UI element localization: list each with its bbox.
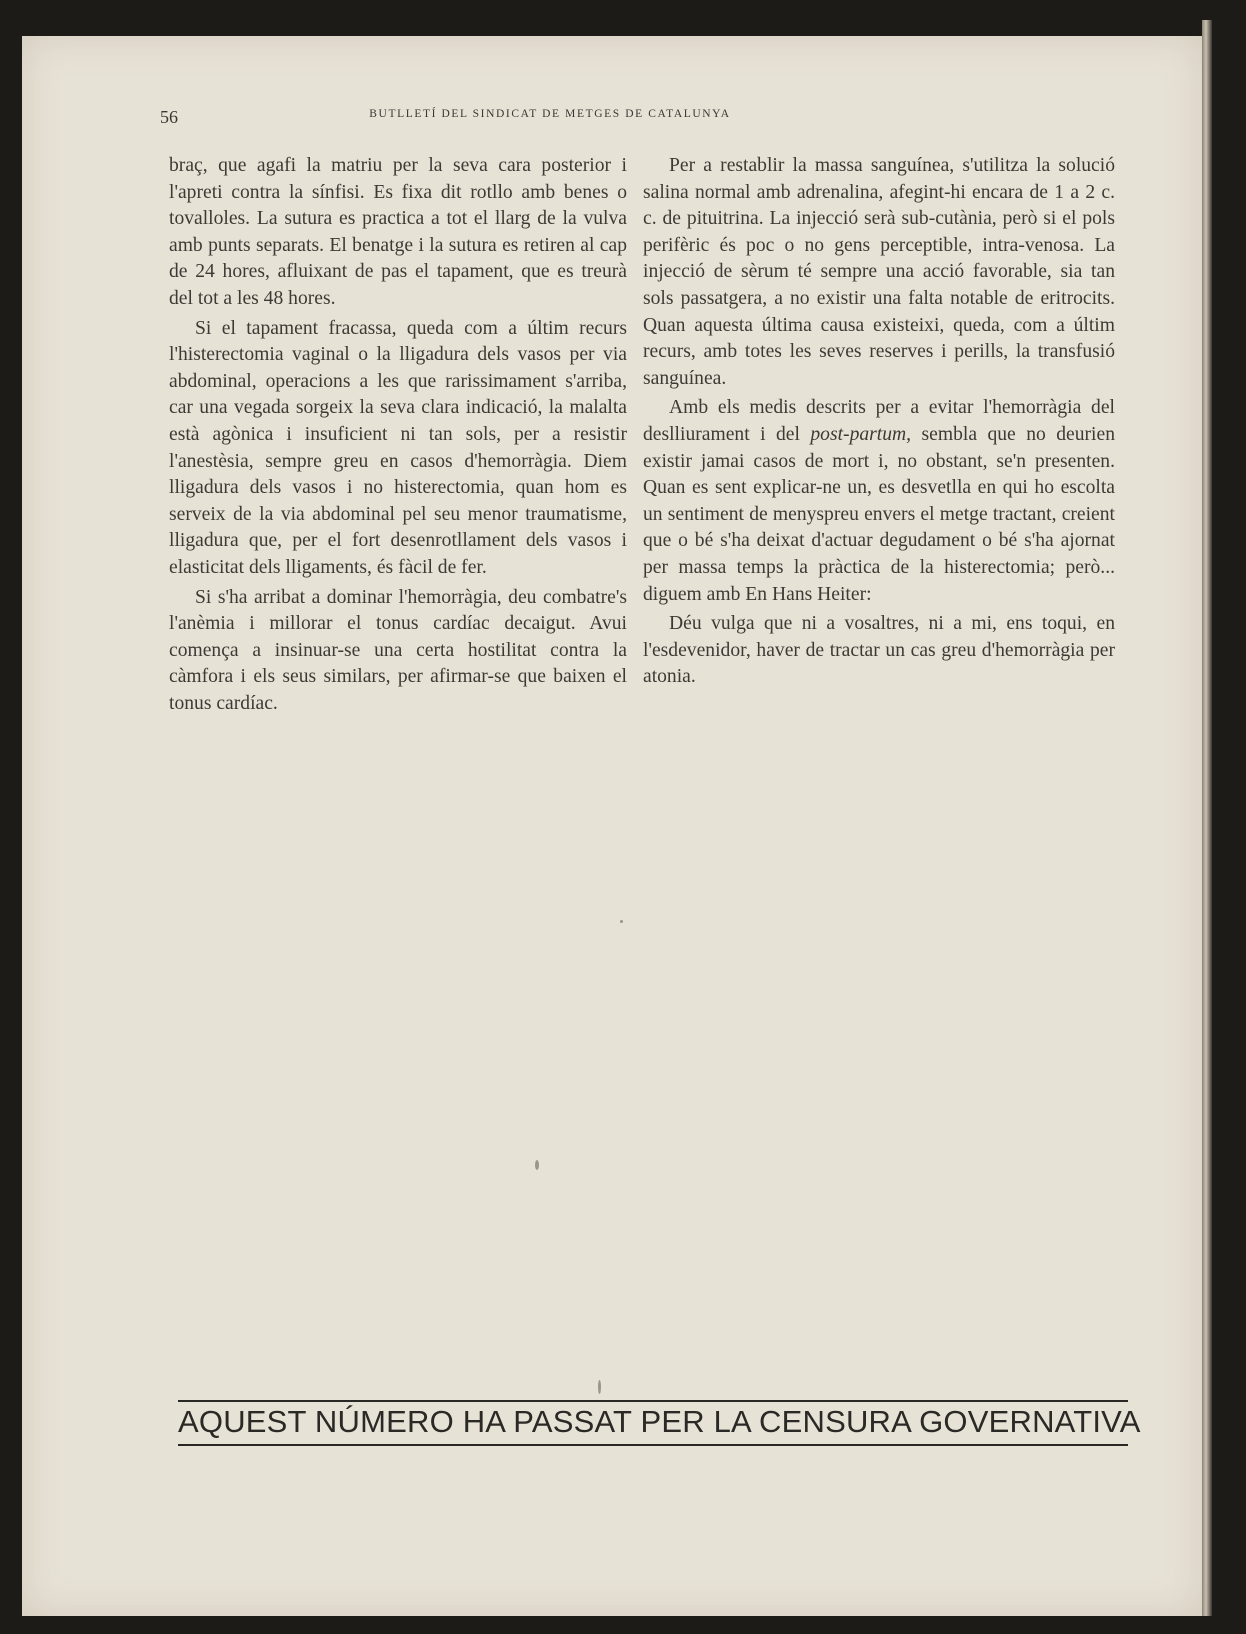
left-column — [169, 153, 627, 720]
left-paragraph-2: Si el tapament fracassa, queda com a últim recurs l'histerectomia vaginal o la lligadura dels vasos per via abdominal, operacions a les que rarissimament s'arriba, car una vegada sorgeix la seva clara indicació, la malalta està agònica i insuficient ni tan sols, per a resistir l'anestèsia, sempre greu en casos d'hemorràgia. Diem lligadura dels vasos i no histerectomia, quan hom es serveix de la via abdominal pel seu menor traumatisme, lligadura que, per el fort desenrotllament dels vasos i elasticitat dels lligaments, és fàcil de fer. — [169, 317, 627, 578]
paper-speck — [620, 920, 623, 923]
right-paragraph-1: Per a restablir la massa sanguínea, s'utilitza la solució salina normal amb adrenalina, afegint-hi encara de 1 a 2 c. c. de pituitrina. La injecció serà sub-cutània, però si el pols perifèric és poc o no gens perceptible, intra-venosa. La injecció de sèrum té sempre una acció favorable, sia tan sols passatgera, a no existir una falta notable de eritrocits. Quan aquesta última causa existeixi, queda, com a últim recurs, amb totes les seves reserves i perills, la transfusió sanguínea. — [643, 155, 1115, 389]
right-paragraph-2-start: Amb els medis descrits per a evitar l'hemorràgia del deslliurament i del — [643, 397, 1115, 445]
paper-speck — [598, 1380, 601, 1394]
paper-speck — [535, 1160, 539, 1170]
right-paragraph-2 — [643, 395, 1115, 608]
right-paragraph-2-end: sembla que no deurien existir jamai casos de mort i, no obstant, se'n presenten. Quan es sent explicar-ne un, es desvetlla en qui ho escolta un sentiment de menyspreu envers el metge tractant, creient que o bé s'ha deixat d'actuar degudament o bé s'ha ajornat per massa temps la pràctica de la histerectomia; però... diguem amb En Hans Heiter: — [643, 423, 1115, 605]
right-column — [643, 153, 1115, 694]
notice-rule-top — [178, 1400, 1128, 1402]
running-title: BUTLLETÍ DEL SINDICAT DE METGES DE CATALUNYA — [369, 108, 731, 120]
page-number: 56 — [160, 107, 178, 127]
right-paragraph-3: Déu vulga que ni a vosaltres, ni a mi, ens toqui, en l'esdevenidor, haver de tractar un cas greu d'hemorràgia per atonia. — [643, 613, 1115, 688]
page-edge — [1202, 20, 1212, 1616]
notice-rule-bottom — [178, 1444, 1128, 1446]
left-paragraph-3: Si s'ha arribat a dominar l'hemorràgia, deu combatre's l'anèmia i millorar el tonus cardíac decaigut. Avui comença a insinuar-se una certa hostilitat contra la càmfora i els seus similars, per afirmar-se que baixen el tonus cardíac. — [169, 586, 627, 714]
post-partum-term: post-partum, — [810, 423, 912, 445]
censorship-notice: AQUEST NÚMERO HA PASSAT PER LA CENSURA GOVERNATIVA — [178, 1404, 1141, 1439]
left-paragraph-1: braç, que agafi la matriu per la seva cara posterior i l'apreti contra la sínfisi. Es fixa dit rotllo amb benes o tovalloles. La sutura es practica a tot el llarg de la vulva amb punts separats. El benatge i la sutura es retiren al cap de 24 hores, afluixant de pas el tapament, que es treurà del tot a les 48 hores. — [169, 155, 627, 309]
